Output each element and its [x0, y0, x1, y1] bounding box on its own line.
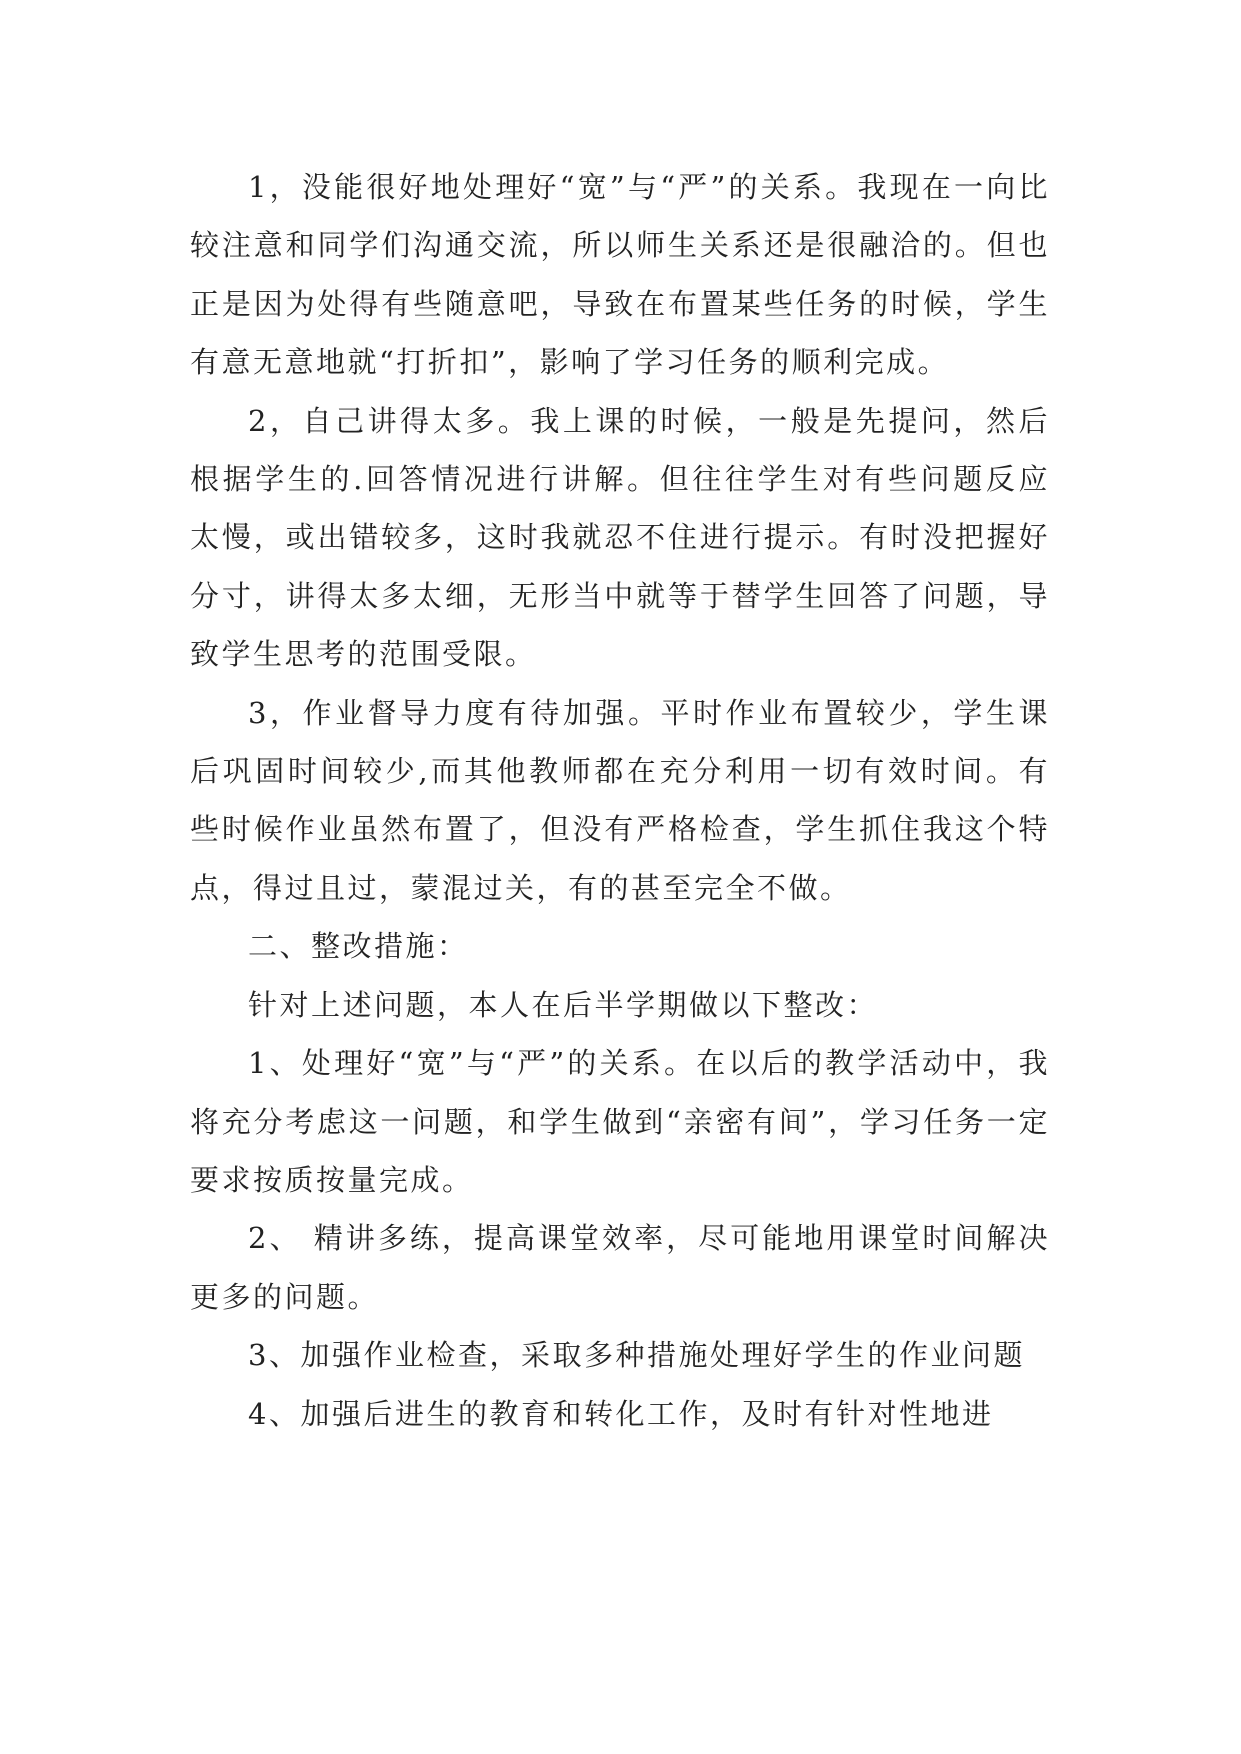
section-heading-measures: 二、整改措施：	[248, 929, 469, 964]
paragraph-problem-2: 2，自己讲得太多。我上课的时候，一般是先提问，然后根据学生的.回答情况进行讲解。但往往学生对有些问题反应太慢，或出错较多，这时我就忍不住进行提示。有时没把握好分寸，讲得太多太细，无形当中就等于替学生回答了问题，导致学生思考的范围受限。	[190, 403, 1050, 672]
paragraph-intro: 针对上述问题，本人在后半学期做以下整改：	[248, 987, 879, 1022]
paragraph-measure-2: 2、 精讲多练，提高课堂效率，尽可能地用课堂时间解决更多的问题。	[190, 1221, 1050, 1314]
paragraph-problem-3: 3，作业督导力度有待加强。平时作业布置较少，学生课后巩固时间较少,而其他教师都在充分利用一切有效时间。有些时候作业虽然布置了，但没有严格检查，学生抓住我这个特点，得过且过，蒙混过关，有的甚至完全不做。	[190, 695, 1050, 905]
paragraph-measure-4: 4、加强后进生的教育和转化工作，及时有针对性地进	[248, 1396, 994, 1431]
paragraph-problem-1: 1，没能很好地处理好“宽”与“严”的关系。我现在一向比较注意和同学们沟通交流，所以师生关系还是很融洽的。但也正是因为处得有些随意吧，导致在布置某些任务的时候，学生有意无意地就“打折扣”，影响了学习任务的顺利完成。	[190, 170, 1050, 380]
paragraph-measure-1: 1、处理好“宽”与“严”的关系。在以后的教学活动中，我将充分考虑这一问题，和学生做到“亲密有间”，学习任务一定要求按质按量完成。	[190, 1046, 1050, 1197]
paragraph-measure-3: 3、加强作业检查，采取多种措施处理好学生的作业问题	[248, 1338, 1025, 1373]
document-body	[190, 158, 1050, 1443]
